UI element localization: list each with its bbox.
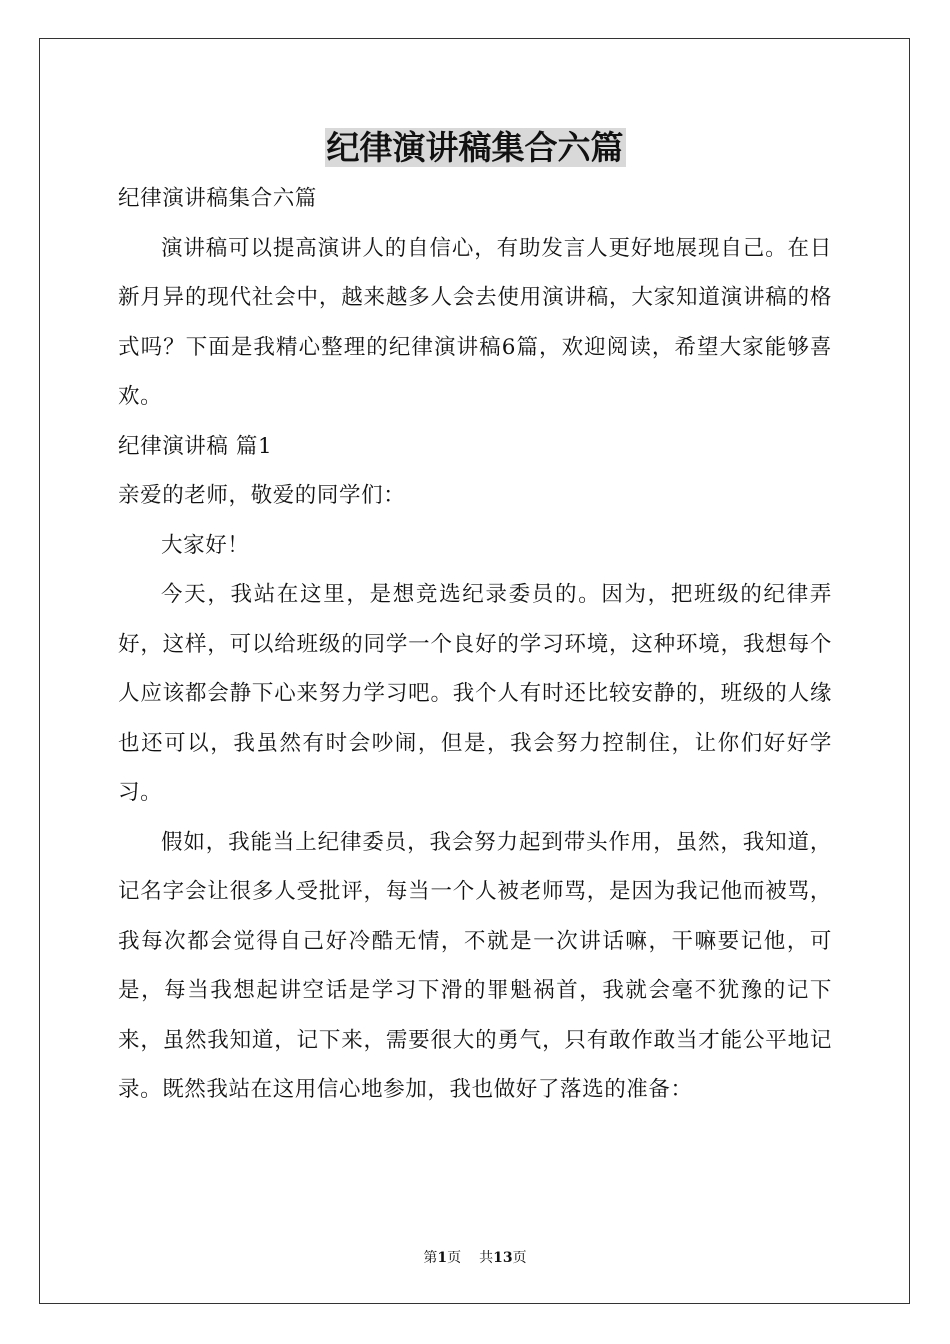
total-suffix: 页: [512, 1250, 527, 1266]
paragraph-body: 今天，我站在这里，是想竞选纪录委员的。因为，把班级的纪律弄好，这样，可以给班级的同学一个良好的学习环境，这种环境，我想每个人应该都会静下心来努力学习吧。我个人有时还比较安静的，班级的人缘也还可以，我虽然有时会吵闹，但是，我会努力控制住，让你们好好学习。: [118, 582, 832, 805]
page-prefix: 第: [423, 1250, 438, 1266]
document-title: [0, 124, 950, 172]
paragraph-body: 假如，我能当上纪律委员，我会努力起到带头作用，虽然，我知道，记名字会让很多人受批评，每当一个人被老师骂，是因为我记他而被骂，我每次都会觉得自己好冷酷无情，不就是一次讲话嘛，干嘛要记他，可是，每当我想起讲空话是学习下滑的罪魁祸首，我就会毫不犹豫的记下来，虽然我知道，记下来，需要很大的勇气，只有敢作敢当才能公平地记录。既然我站在这用信心地参加，我也做好了落选的准备：: [118, 829, 832, 1102]
paragraph-greeting: 大家好！: [161, 532, 250, 558]
document-title-text: 纪律演讲稿集合六篇: [326, 128, 624, 167]
page-suffix: 页: [447, 1250, 462, 1266]
page-number: 1: [437, 1250, 448, 1266]
paragraph-salutation: 亲爱的老师，敬爱的同学们：: [118, 483, 406, 508]
paragraph-intro: 演讲稿可以提高演讲人的自信心，有助发言人更好地展现自己。在日新月异的现代社会中，越来越多人会去使用演讲稿，大家知道演讲稿的格式吗？下面是我精心整理的纪律演讲稿6篇，欢迎阅读，希望大家能够喜欢。: [118, 235, 832, 409]
total-pages: 13: [493, 1250, 513, 1266]
document-body: [118, 174, 832, 1115]
total-prefix: 共: [479, 1250, 494, 1266]
page-footer: [0, 1247, 950, 1267]
section-heading: 纪律演讲稿 篇1: [118, 433, 273, 459]
paragraph-subtitle: 纪律演讲稿集合六篇: [118, 186, 317, 211]
